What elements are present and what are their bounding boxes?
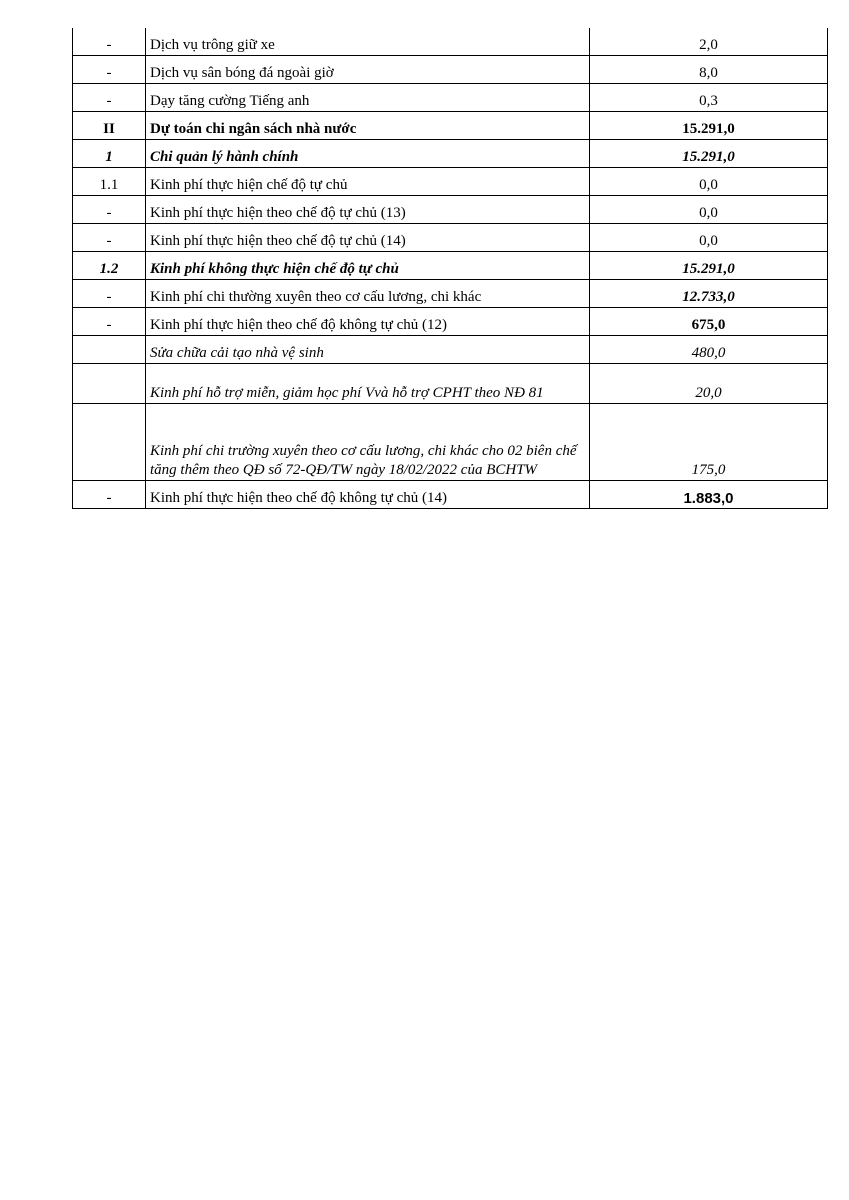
row-amount: 480,0 — [590, 336, 828, 364]
row-description: Dịch vụ trông giữ xe — [146, 28, 590, 56]
row-number: II — [73, 112, 146, 140]
row-number: - — [73, 308, 146, 336]
budget-sheet — [72, 28, 827, 509]
row-number: 1 — [73, 140, 146, 168]
row-amount: 20,0 — [590, 364, 828, 404]
row-number: - — [73, 280, 146, 308]
budget-table — [72, 28, 828, 509]
row-description: Chi quản lý hành chính — [146, 140, 590, 168]
row-number — [73, 404, 146, 481]
row-description: Kinh phí thực hiện theo chế độ không tự chủ (14) — [146, 481, 590, 509]
row-description: Sửa chữa cải tạo nhà vệ sinh — [146, 336, 590, 364]
row-amount: 2,0 — [590, 28, 828, 56]
row-amount: 175,0 — [590, 404, 828, 481]
row-number: - — [73, 224, 146, 252]
row-number: 1.2 — [73, 252, 146, 280]
row-amount: 675,0 — [590, 308, 828, 336]
table-row — [73, 308, 828, 336]
row-amount: 15.291,0 — [590, 140, 828, 168]
row-amount: 8,0 — [590, 56, 828, 84]
table-row — [73, 28, 828, 56]
row-number: 1.1 — [73, 168, 146, 196]
row-amount: 0,3 — [590, 84, 828, 112]
row-description: Dạy tăng cường Tiếng anh — [146, 84, 590, 112]
table-row — [73, 336, 828, 364]
table-row — [73, 224, 828, 252]
row-number — [73, 336, 146, 364]
row-description: Kinh phí thực hiện chế độ tự chủ — [146, 168, 590, 196]
table-row-section — [73, 140, 828, 168]
table-row — [73, 481, 828, 509]
row-number: - — [73, 56, 146, 84]
row-number — [73, 364, 146, 404]
table-row — [73, 168, 828, 196]
row-amount: 15.291,0 — [590, 252, 828, 280]
table-row — [73, 56, 828, 84]
table-row — [73, 404, 828, 481]
row-description: Dự toán chi ngân sách nhà nước — [146, 112, 590, 140]
row-description: Kinh phí không thực hiện chế độ tự chủ — [146, 252, 590, 280]
row-amount: 1.883,0 — [590, 481, 828, 509]
table-row — [73, 364, 828, 404]
row-description: Kinh phí chi trường xuyên theo cơ cấu lương, chi khác cho 02 biên chế tăng thêm theo QĐ số 72-QĐ/TW ngày 18/02/2022 của BCHTW — [146, 404, 590, 481]
row-amount: 15.291,0 — [590, 112, 828, 140]
table-row — [73, 84, 828, 112]
row-amount: 0,0 — [590, 196, 828, 224]
row-amount: 12.733,0 — [590, 280, 828, 308]
table-row-section — [73, 112, 828, 140]
row-number: - — [73, 196, 146, 224]
row-number: - — [73, 28, 146, 56]
row-description: Dịch vụ sân bóng đá ngoài giờ — [146, 56, 590, 84]
table-row-section — [73, 252, 828, 280]
row-description: Kinh phí thực hiện theo chế độ tự chủ (13) — [146, 196, 590, 224]
row-description: Kinh phí chi thường xuyên theo cơ cấu lương, chi khác — [146, 280, 590, 308]
row-amount: 0,0 — [590, 168, 828, 196]
row-description: Kinh phí thực hiện theo chế độ không tự chủ (12) — [146, 308, 590, 336]
row-amount: 0,0 — [590, 224, 828, 252]
table-row — [73, 196, 828, 224]
row-number: - — [73, 84, 146, 112]
row-number: - — [73, 481, 146, 509]
row-description: Kinh phí hỗ trợ miễn, giảm học phí Vvà hỗ trợ CPHT theo NĐ 81 — [146, 364, 590, 404]
row-description: Kinh phí thực hiện theo chế độ tự chủ (14) — [146, 224, 590, 252]
table-row — [73, 280, 828, 308]
